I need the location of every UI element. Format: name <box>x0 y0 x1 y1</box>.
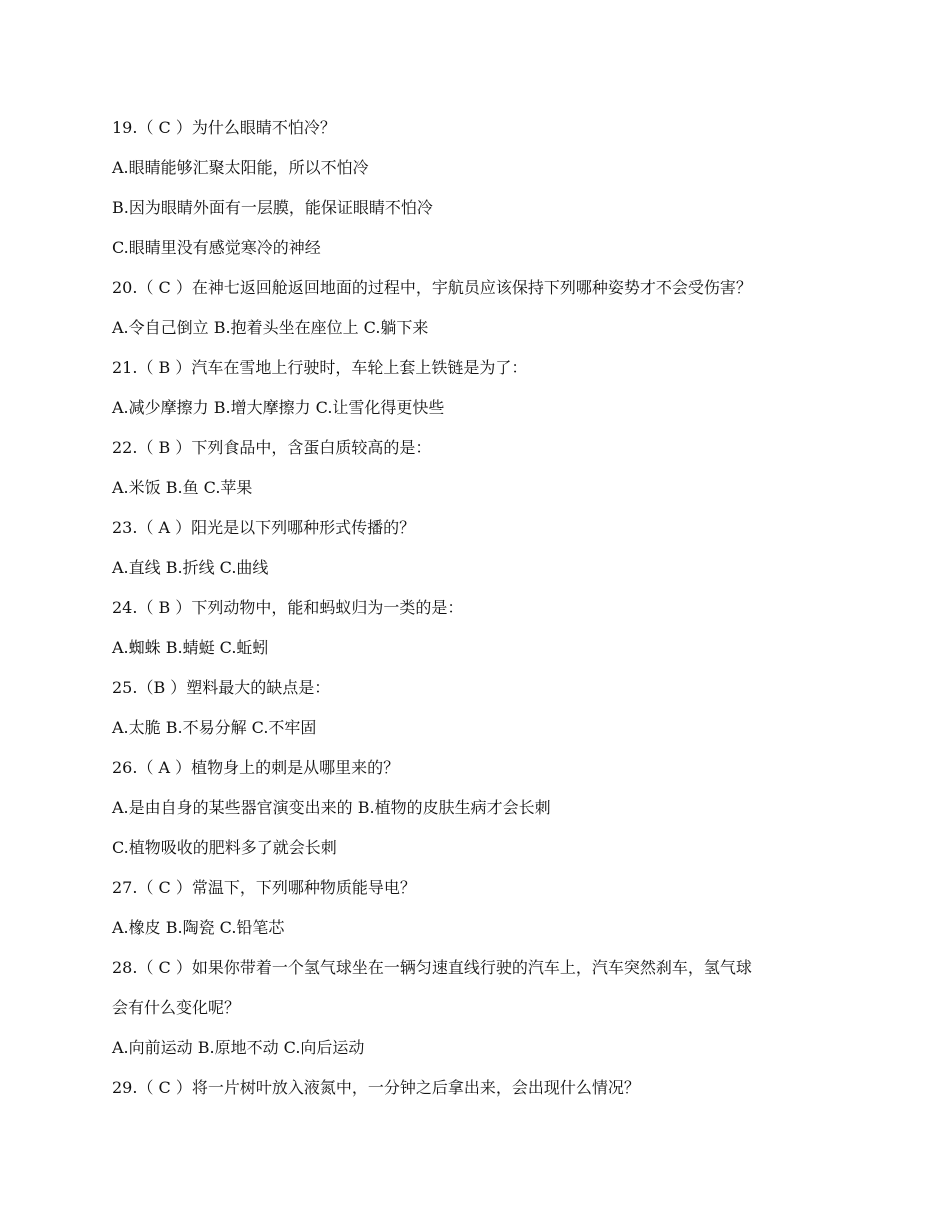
question-list <box>112 108 812 1108</box>
option-line: A.向前运动 B.原地不动 C.向后运动 <box>112 1038 365 1057</box>
question-22: 22.（ B ）下列食品中，含蛋白质较高的是： <box>112 438 432 457</box>
option-line: A.眼睛能够汇聚太阳能，所以不怕冷 <box>112 158 369 177</box>
question-27: 27.（ C ）常温下，下列哪种物质能导电？ <box>112 878 416 897</box>
option-line: A.橡皮 B.陶瓷 C.铅笔芯 <box>112 918 285 937</box>
option-line: B.因为眼睛外面有一层膜，能保证眼睛不怕冷 <box>112 198 433 217</box>
option-line: A.太脆 B.不易分解 C.不牢固 <box>112 718 317 737</box>
question-28-continued: 会有什么变化呢？ <box>112 998 241 1017</box>
question-24: 24.（ B ）下列动物中，能和蚂蚁归为一类的是： <box>112 598 464 617</box>
question-23: 23.（ A ）阳光是以下列哪种形式传播的？ <box>112 518 416 537</box>
option-line: A.蜘蛛 B.蜻蜓 C.蚯蚓 <box>112 638 269 657</box>
option-line: A.令自己倒立 B.抱着头坐在座位上 C.躺下来 <box>112 318 429 337</box>
option-line: A.是由自身的某些器官演变出来的 B.植物的皮肤生病才会长刺 <box>112 798 551 817</box>
question-21: 21.（ B ）汽车在雪地上行驶时，车轮上套上铁链是为了： <box>112 358 528 377</box>
question-29: 29.（ C ）将一片树叶放入液氮中，一分钟之后拿出来，会出现什么情况？ <box>112 1078 640 1097</box>
option-line: A.米饭 B.鱼 C.苹果 <box>112 478 253 497</box>
option-line: C.植物吸收的肥料多了就会长刺 <box>112 838 337 857</box>
option-line: A.减少摩擦力 B.增大摩擦力 C.让雪化得更快些 <box>112 398 445 417</box>
option-line: A.直线 B.折线 C.曲线 <box>112 558 269 577</box>
question-28: 28.（ C ）如果你带着一个氢气球坐在一辆匀速直线行驶的汽车上，汽车突然刹车，氢气球 <box>112 958 752 977</box>
question-26: 26.（ A ）植物身上的刺是从哪里来的？ <box>112 758 400 777</box>
question-19: 19.（ C ）为什么眼睛不怕冷？ <box>112 118 336 137</box>
question-25: 25.（B ）塑料最大的缺点是： <box>112 678 331 697</box>
question-20: 20.（ C ）在神七返回舱返回地面的过程中，宇航员应该保持下列哪种姿势才不会受伤害？ <box>112 278 752 297</box>
option-line: C.眼睛里没有感觉寒冷的神经 <box>112 238 321 257</box>
